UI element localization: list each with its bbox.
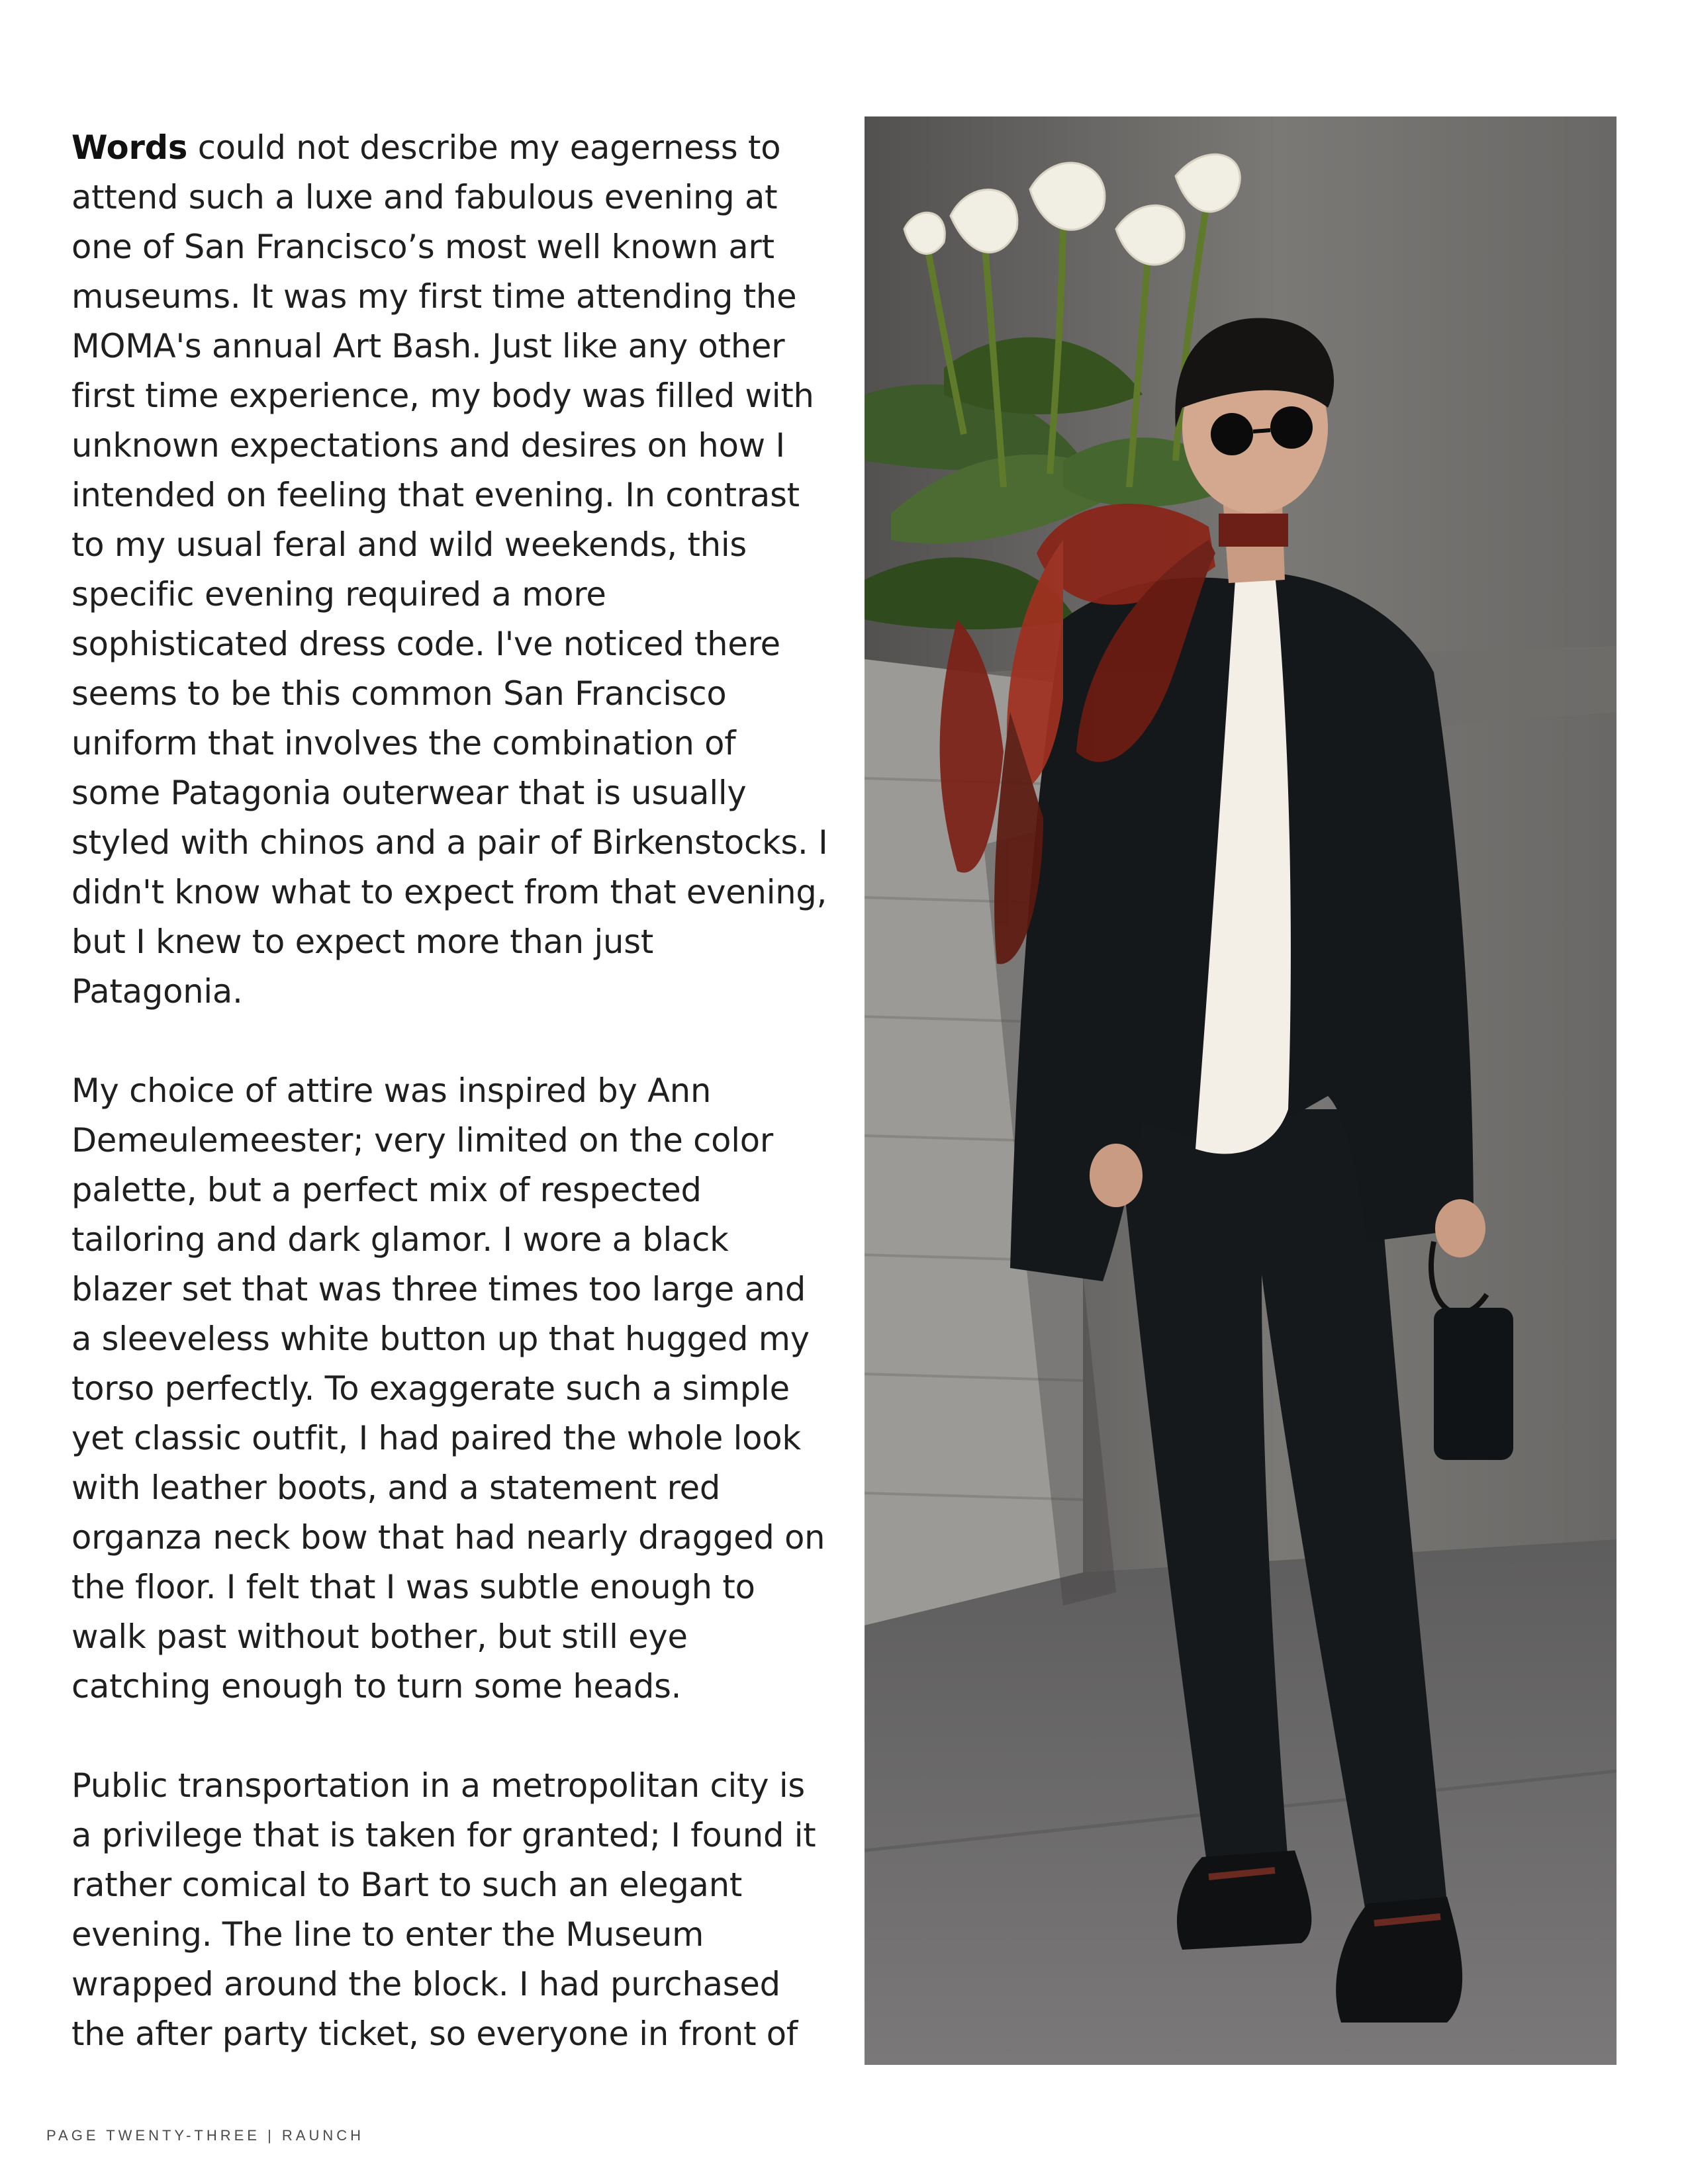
left-boot	[1177, 1850, 1311, 1950]
article-body	[71, 123, 833, 2059]
lead-word: Words	[71, 128, 188, 167]
paragraph-1-body: could not describe my eagerness to attend such a luxe and fabulous evening at one of San Francisco’s most well known art museums. It was my first time attending the MOMA's annual Art Bash. Just like any other first time experience, my body was filled with unknown expectations and desires on how I intended on feeling that evening. In contrast to my usual feral and wild weekends, this specific evening required a more sophisticated dress code. I've noticed there seems to be this common San Francisco uniform that involves the combination of some Patagonia outerwear that is usually styled with chinos and a pair of Birkenstocks. I didn't know what to expect from that evening, but I knew to expect more than just Patagonia.	[71, 128, 828, 1011]
left-hand	[1090, 1144, 1143, 1207]
page-footer: PAGE TWENTY-THREE | RAUNCH	[46, 2127, 365, 2144]
fashion-photo	[865, 116, 1617, 2065]
paragraph-1	[71, 123, 833, 1017]
choker	[1219, 514, 1288, 547]
right-hand	[1435, 1199, 1485, 1257]
paragraph-3: Public transportation in a metropolitan city is a privilege that is taken for granted; I found it rather comical to Bart to such an elegant evening. The line to enter the Museum wrapped around the block. I had purchased the after party ticket, so everyone in front of	[71, 1766, 816, 2053]
handbag	[1434, 1308, 1513, 1460]
paragraph-2: My choice of attire was inspired by Ann Demeulemeester; very limited on the color palette, but a perfect mix of respected tailoring and dark glamor. I wore a black blazer set that was three times too large and a sleeveless white button up that hugged my torso perfectly. To exaggerate such a simple yet classic outfit, I had paired the whole look with leather boots, and a statement red organza neck bow that had nearly dragged on the floor. I felt that I was subtle enough to walk past without bother, but still eye catching enough to turn some heads.	[71, 1071, 825, 1706]
